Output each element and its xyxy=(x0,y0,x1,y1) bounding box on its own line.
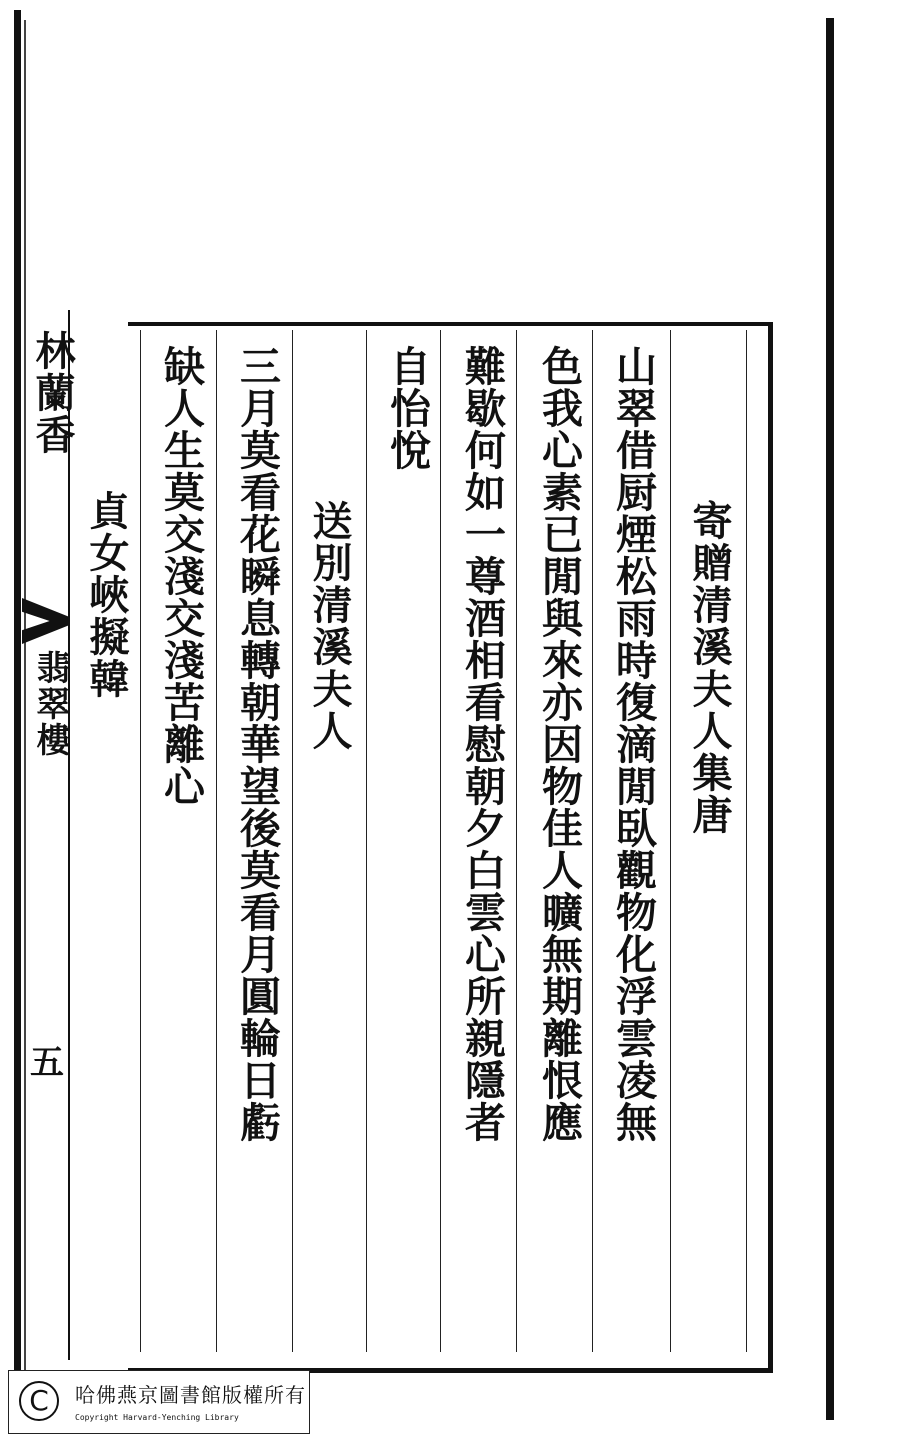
column-rule xyxy=(440,330,441,1352)
poem-line: 缺人生莫交淺交淺苦離心 xyxy=(157,345,205,807)
poem-line: 難歇何如一尊酒相看慰朝夕白雲心所親隱者 xyxy=(458,345,506,1143)
margin-block xyxy=(22,310,70,1360)
copyright-stamp xyxy=(8,1370,310,1434)
margin-page-number: 五 xyxy=(30,1043,64,1083)
copyright-icon: C xyxy=(19,1381,59,1421)
poem-title: 貞女峽擬韓 xyxy=(83,490,130,700)
page-edge-right xyxy=(826,18,834,1420)
poem-line: 山翠借厨煙松雨時復滴閒臥觀物化浮雲凌無 xyxy=(609,345,657,1143)
stamp-chinese-text: 哈佛燕京圖書館版權所有 xyxy=(75,1383,306,1407)
poem-line: 色我心素已閒與來亦因物佳人曠無期離恨應 xyxy=(535,345,583,1143)
column-rule xyxy=(592,330,593,1352)
stamp-english-text: Copyright Harvard-Yenching Library xyxy=(75,1413,239,1422)
column-rule xyxy=(292,330,293,1352)
margin-chapter-title: 翡翠樓 xyxy=(30,650,70,758)
poem-title: 寄贈清溪夫人集唐 xyxy=(686,500,733,836)
column-rule xyxy=(366,330,367,1352)
column-rule xyxy=(746,330,747,1352)
column-rule xyxy=(516,330,517,1352)
poem-line: 自怡悅 xyxy=(383,345,431,471)
column-rule xyxy=(670,330,671,1352)
column-rule xyxy=(140,330,141,1352)
text-frame xyxy=(128,322,773,1373)
margin-book-title: 林蘭香 xyxy=(29,330,76,456)
poem-title: 送別清溪夫人 xyxy=(306,500,353,752)
poem-line: 三月莫看花瞬息轉朝華望後莫看月圓輪日虧 xyxy=(233,345,281,1143)
column-rule xyxy=(216,330,217,1352)
book-spine xyxy=(14,10,21,1390)
